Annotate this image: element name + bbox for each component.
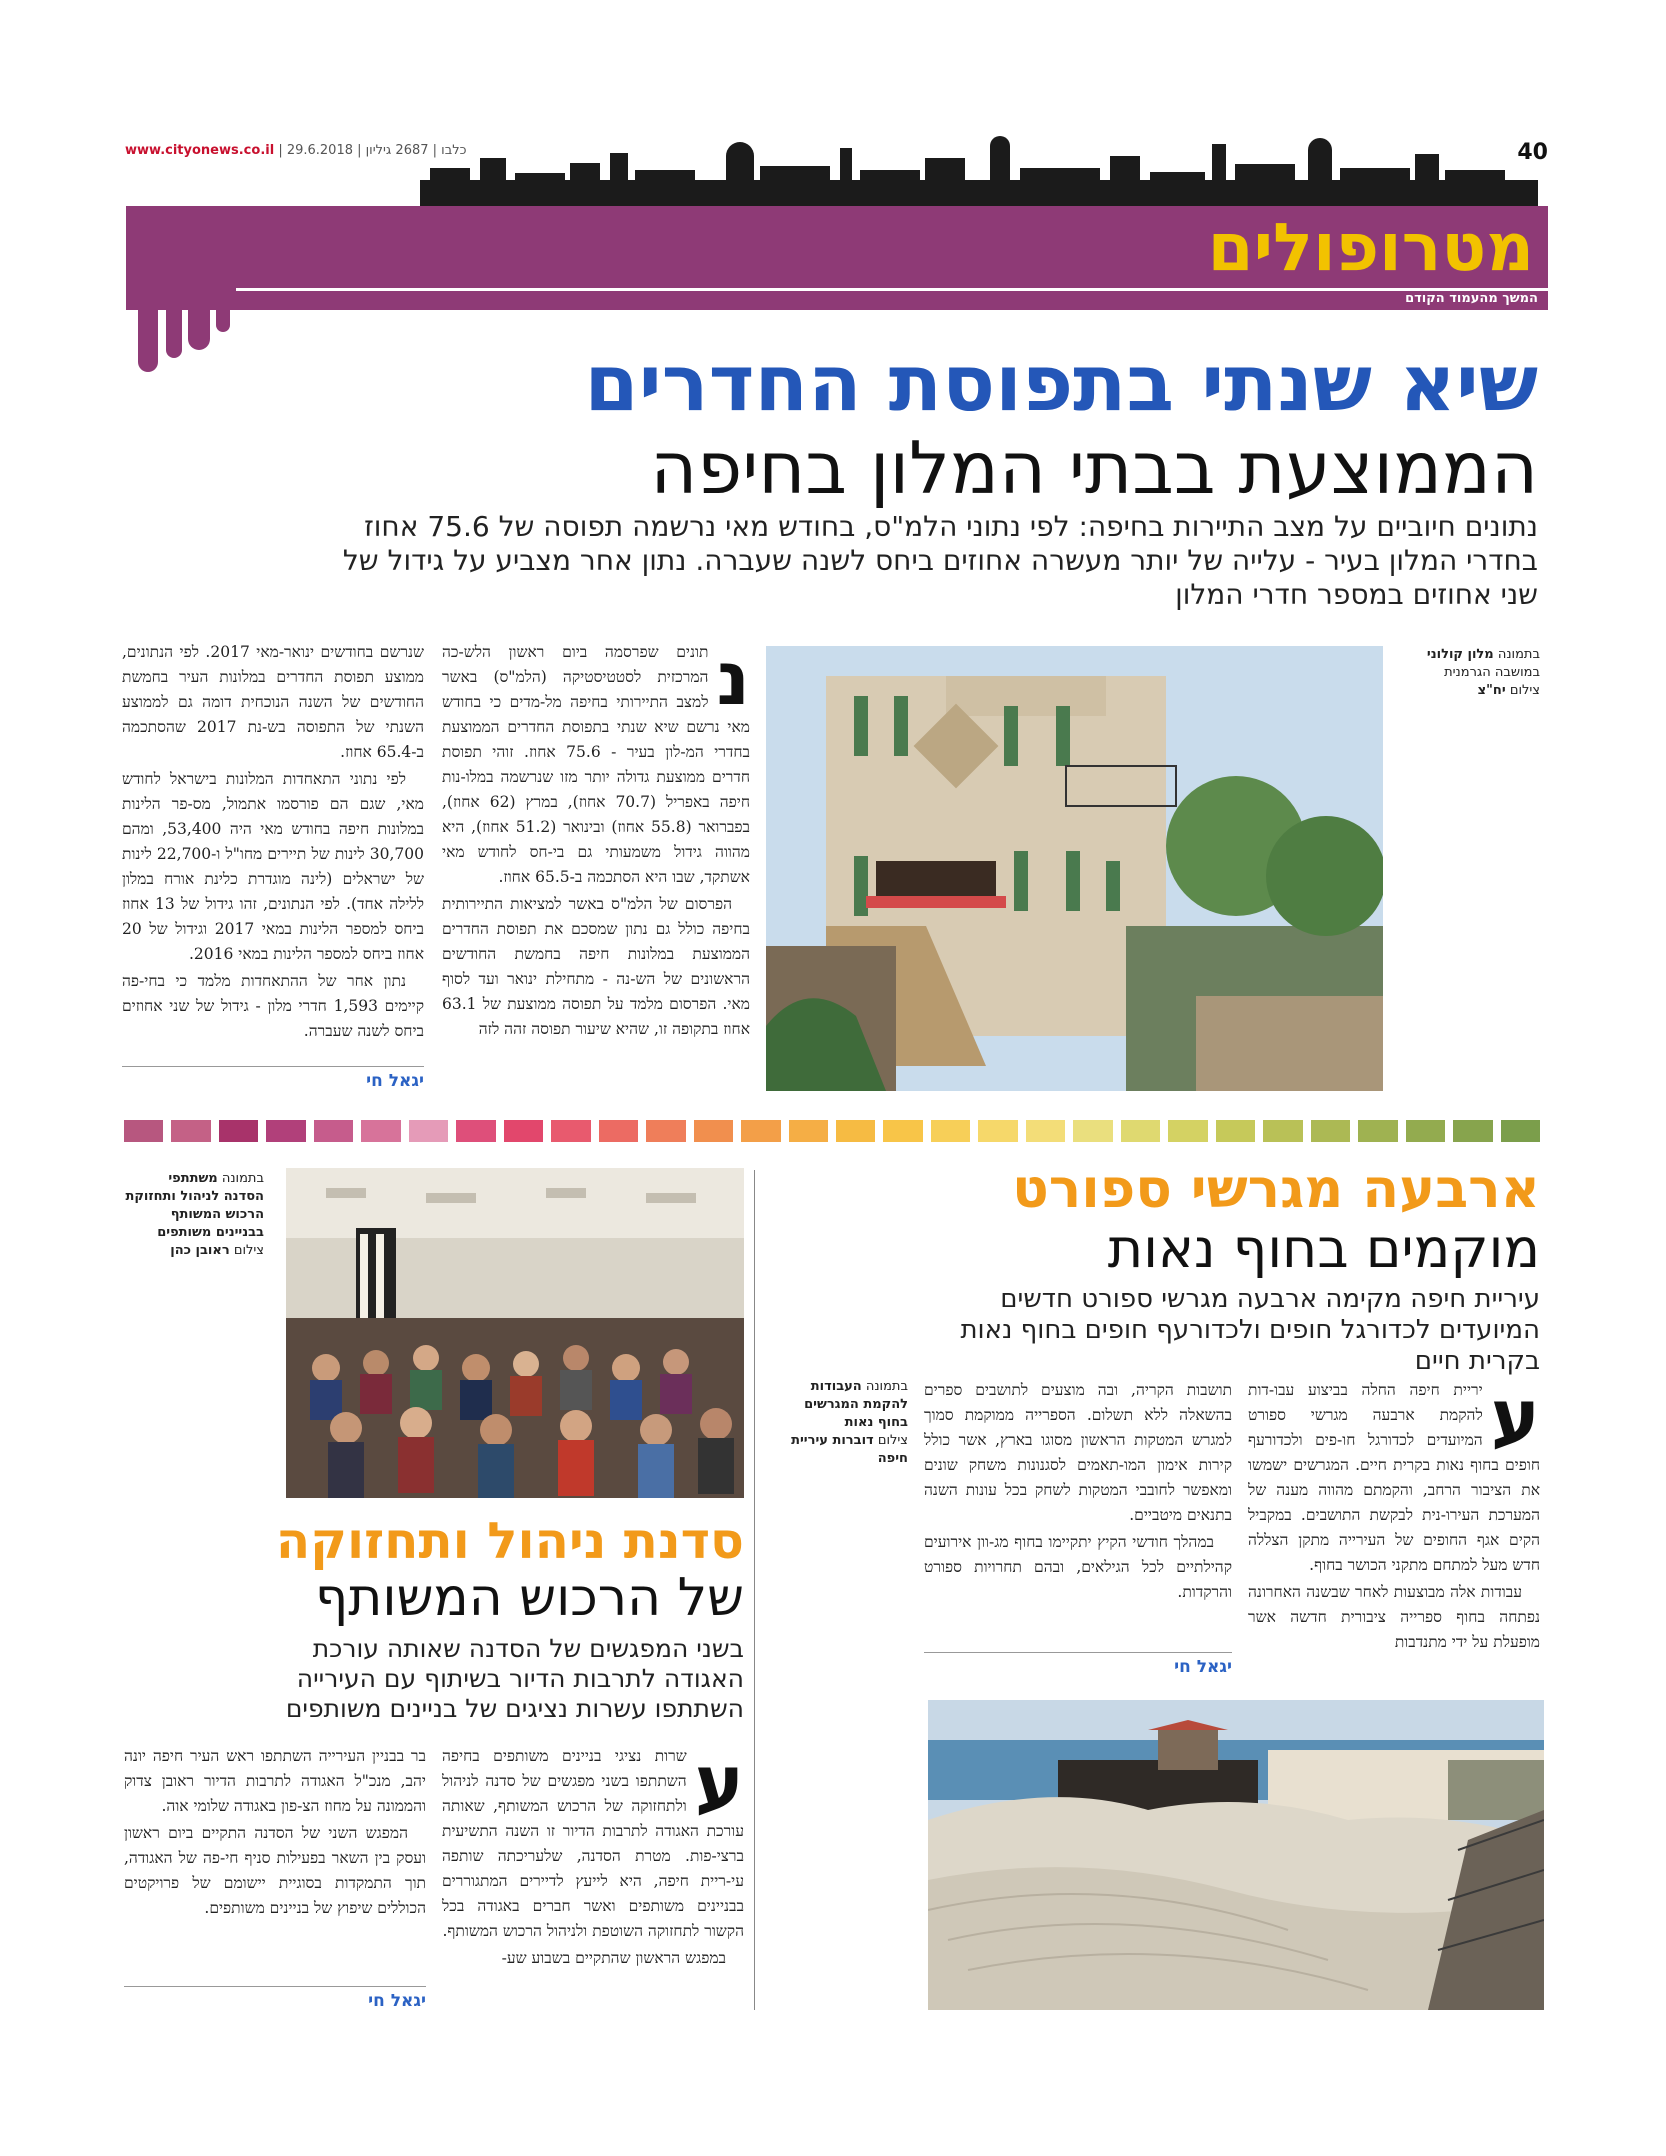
paragraph: שנרשם בחודשים ינואר-מאי 2017. לפי הנתונים, ממוצע תפוסת החדרים במלונות העיר בחמשת החודשים של השנה הנוכחית דומה גם לממוצע השנתי של התפוסה בש-נת 2017 שהסתכמה ב-65.4 אחוז. — [122, 643, 424, 761]
subtitle-line: השתתפו עשרות נציגים של בניינים משותפים — [285, 1694, 744, 1723]
subtitle-line: המיועדים לכדורגל חופים ולכדורעף חופים בחוף נאות — [960, 1315, 1540, 1345]
article1-byline: יגאל חי — [122, 1066, 424, 1091]
divider-square — [314, 1120, 353, 1142]
subtitle-line: בשני המפגשים של הסדנה שאותה עורכת — [312, 1634, 744, 1663]
caption-place: במושבה הגרמנית — [1444, 665, 1540, 680]
article3-byline: יגאל חי — [124, 1986, 426, 2011]
divider-square — [1073, 1120, 1112, 1142]
dropcap: ע — [694, 1744, 744, 1826]
page-number: 40 — [1517, 140, 1548, 165]
article1-title-blue: שיא שנתי בתפוסת החדרים — [584, 339, 1538, 429]
divider-square — [1501, 1120, 1540, 1142]
caption-name: העבודות להקמת המגרשים בחוף נאות — [804, 1379, 908, 1430]
paragraph: המפגש השני של הסדנה התקיים ביום ראשון ועסק בין השאר בפעילות סניף חי-פה של האגודה, תוך התמקדות בסוגיית יישומם של פרויקטים הכוללים שיפוץ של בניינים משותפים. — [124, 1824, 426, 1917]
caption-name: משתתפי הסדנה לניהול ותחזוקת הרכוש המשותף בבניינים משותפים — [125, 1171, 264, 1240]
subtitle-line: בקרית חיים — [1414, 1346, 1540, 1376]
dropcap: נ — [716, 640, 750, 722]
subtitle-line: שני אחוזים במספר חדרי המלון — [1175, 578, 1538, 611]
paragraph: הפרסום של הלמ"ס באשר למציאות התיירותית בחיפה כולל גם נתון שמסכם את תפוסת החדרים הממוצעת במלונות חיפה בחמשת החודשים הראשונים של הש-נה - מתחילת ינואר ועד לסוף מאי. הפרסום מלמד על תפוסה ממוצעת של 63.1 אחוז בתקופה זו, שהיא שיעור תפוסה זהה לזה — [442, 895, 750, 1038]
website-link[interactable]: www.cityonews.co.il — [125, 143, 275, 158]
paragraph: נתון אחר של ההתאחדות מלמד כי בחי-פה קיימים 1,593 חדרי מלון - גידול של שני אחוזים ביחס לשנה שעברה. — [122, 972, 424, 1040]
divider-square — [1263, 1120, 1302, 1142]
paragraph: יריית חיפה החלה בביצוע עבו-דות להקמת ארבעה מגרשי ספורט המיועדים לכדורגל חו-פים ולכדורעף חופים בחוף נאות בקרית חיים. המגרשים ישמשו את הציבור הרחב, והקמתם מהווה מענה של המערכת העירו-נית לבקשת התושבים. במקביל הקים אגף החופים של העירייה מתקן הצללה חדש מעל למתחם מתקני הכושר בחוף. — [1248, 1381, 1540, 1574]
article3-title-black: של הרכוש המשותף — [314, 1568, 744, 1628]
divider-square — [789, 1120, 828, 1142]
article1-title-black: הממוצעת בבתי המלון בחיפה — [650, 426, 1538, 510]
subtitle-line: האגודה לתרבות הדיור בשיתוף עם העירייה — [296, 1664, 744, 1693]
divider-square — [361, 1120, 400, 1142]
hotel-colony-photo — [766, 646, 1383, 1091]
divider-square — [266, 1120, 305, 1142]
divider-square — [1311, 1120, 1350, 1142]
divider-square — [1121, 1120, 1160, 1142]
article1-column-right — [442, 640, 750, 1102]
article3-title-orange: סדנת ניהול ותחזוקה — [275, 1512, 744, 1570]
caption-credit: ראובן כהן — [170, 1243, 230, 1258]
divider-square — [456, 1120, 495, 1142]
continued-bar — [236, 288, 1548, 309]
divider-square — [1168, 1120, 1207, 1142]
continued-label: המשך מהעמוד הקודם — [1405, 291, 1538, 306]
beach-construction-photo — [928, 1700, 1544, 2010]
beach-illustration — [928, 1700, 1544, 2010]
paragraph: בר בבניין העירייה השתתפו ראש העיר חיפה יונה יהב, מנכ"ל האגודה לתרבות הדיור ראובן צדוק והממונה על מחוז הצ-פון באגודה שלומי אוה. — [124, 1747, 426, 1815]
article2-column-right — [1248, 1378, 1540, 1680]
divider-square — [646, 1120, 685, 1142]
subtitle-line: עיריית חיפה מקימה ארבעה מגרשי ספורט חדשים — [1000, 1284, 1540, 1314]
divider-square — [124, 1120, 163, 1142]
article1-photo-caption — [1420, 646, 1540, 700]
divider-square — [741, 1120, 780, 1142]
divider-square — [1216, 1120, 1255, 1142]
article2-title-orange: ארבעה מגרשי ספורט — [1012, 1157, 1540, 1220]
article3-subtitle — [124, 1634, 744, 1724]
divider-square — [1406, 1120, 1445, 1142]
article2-byline: יגאל חי — [924, 1652, 1232, 1677]
article1-subtitle — [170, 510, 1538, 612]
hotel-illustration — [766, 646, 1383, 1091]
divider-square — [1026, 1120, 1065, 1142]
caption-credit: דוברות עיריית חיפה — [791, 1433, 908, 1466]
divider-square — [836, 1120, 875, 1142]
city-skyline-graphic — [420, 128, 1538, 208]
caption-label: בתמונה — [221, 1171, 264, 1186]
article3-column-left — [124, 1744, 426, 1976]
caption-credit: יח"צ — [1477, 683, 1506, 698]
paragraph: לפי נתוני התאחדות המלונות בישראל לחודש מאי, שגם הם פורסמו אתמול, מס-פר הלינות במלונות חיפה בחודש מאי היה 53,400, ומהם 30,700 לינות של תיירים מחו"ל ו-22,700 לינות של ישראלים (לינה מוגדרת כלינת אורח במלון ללילה אחד). לפי הנתונים, זהו גידול של 13 אחוז ביחס למספר הלינות במאי 2017 וגידול של 20 אחוז ביחס למספר הלינות במאי 2016. — [122, 770, 424, 963]
article2-photo-caption — [770, 1378, 908, 1468]
paragraph: במפגש הראשון שהתקיים בשבוע שע- — [501, 1949, 726, 1967]
caption-credit-label: צילום — [877, 1433, 908, 1448]
paragraph: שרות נציגי בניינים משותפים בחיפה השתתפו בשני מפגשים של סדנה לניהול ולתחזוקה של הרכוש המשותף, שאותה עורכת האגודה לתרבות הדיור זו השנה התשיעית ברצי-פות. מטרת הסדנה, שלעריכתה שותפה עי-ריית חיפה, היא לייעץ לדיירים המתגוררים בבניינים משותפים ואשר חברים באגודה בכל הקשור לתחזוקה השוטפת ולניהול הרכוש המשותף. — [442, 1747, 744, 1940]
caption-credit-label: צילום — [233, 1243, 264, 1258]
article2-column-left — [924, 1378, 1232, 1618]
divider-square — [978, 1120, 1017, 1142]
issue-info: | כלבו | 2687 גיליון | 29.6.2018 — [278, 143, 467, 158]
divider-square — [931, 1120, 970, 1142]
color-divider — [124, 1120, 1540, 1142]
divider-square — [1453, 1120, 1492, 1142]
paragraph: במהלך חודשי הקיץ יתקיימו בחוף מג-וון אירועים קהילתיים לכל הגילאים, ובהם תחרויות ספורט והרקדות. — [924, 1533, 1232, 1601]
dropcap: ע — [1490, 1378, 1540, 1460]
divider-square — [694, 1120, 733, 1142]
section-band-drips — [126, 300, 241, 380]
article3-photo-caption — [124, 1170, 264, 1260]
caption-credit-label: צילום — [1509, 683, 1540, 698]
audience-illustration — [286, 1168, 744, 1498]
article1-column-left — [122, 640, 424, 1060]
divider-square — [599, 1120, 638, 1142]
caption-name: מלון קולוני — [1426, 647, 1494, 662]
section-title: מטרופולים — [1207, 209, 1534, 286]
divider-square — [504, 1120, 543, 1142]
divider-square — [551, 1120, 590, 1142]
column-divider — [754, 1170, 755, 2010]
subtitle-line: בחדרי המלון בעיר - עלייה של יותר מעשרה אחוזים ביחס לשנה שעברה. נתון אחר מצביע על גידול של — [342, 544, 1538, 577]
paragraph: עבודות אלה מבוצעות לאחר שבשנה האחרונה נפתחה בחוף ספרייה ציבורית חדשה אשר מופעלת על ידי מתנדבות — [1248, 1583, 1540, 1651]
article3-column-right — [442, 1744, 744, 2020]
article2-subtitle — [760, 1284, 1540, 1377]
caption-label: בתמונה — [865, 1379, 908, 1394]
divider-square — [219, 1120, 258, 1142]
subtitle-line: נתונים חיוביים על מצב התיירות בחיפה: לפי נתוני הלמ"ס, בחודש מאי נרשמה תפוסה של 75.6 אחוז — [364, 510, 1538, 543]
divider-square — [171, 1120, 210, 1142]
article2-title-black: מוקמים בחוף נאות — [1107, 1217, 1540, 1280]
paragraph: תושבות הקריה, ובה מוצעים לתושבים ספרים בהשאלה ללא תשלום. הספרייה ממוקמת סמוך למגרש המטקות הראשון מסוגו בארץ, אשר כולל קירות אימון המו-תאמים לסגנונות משחק שונים ומאפשר לחובבי המטקות לשחק בכל עונות השנה בתנאים מיטביים. — [924, 1381, 1232, 1524]
workshop-audience-photo — [286, 1168, 744, 1498]
divider-square — [409, 1120, 448, 1142]
paragraph: תונים שפרסמה ביום ראשון הלש-כה המרכזית לסטטיסטיקה (הלמ"ס) באשר למצב התיירותי בחיפה מל-מדים כי בחודש מאי נרשם שיא שנתי בתפוסת החדרים הממוצעת בחדרי המ-לון בעיר - 75.6 אחוז. זוהי תפוסת חדרים ממוצעת גדולה יותר מזו שנרשמה במלו-נות חיפה באפריל (70.7 אחוז), במרץ (62 אחוז), בפברואר (55.8 אחוז) ובינואר (51.2 אחוז), היא מהווה גידול משמעותי גם בי-חס לחודש מאי אשתקד, שבו היא הסתכמה ב-65.5 אחוז. — [442, 643, 750, 886]
divider-square — [1358, 1120, 1397, 1142]
caption-label: בתמונה — [1497, 647, 1540, 662]
divider-square — [883, 1120, 922, 1142]
